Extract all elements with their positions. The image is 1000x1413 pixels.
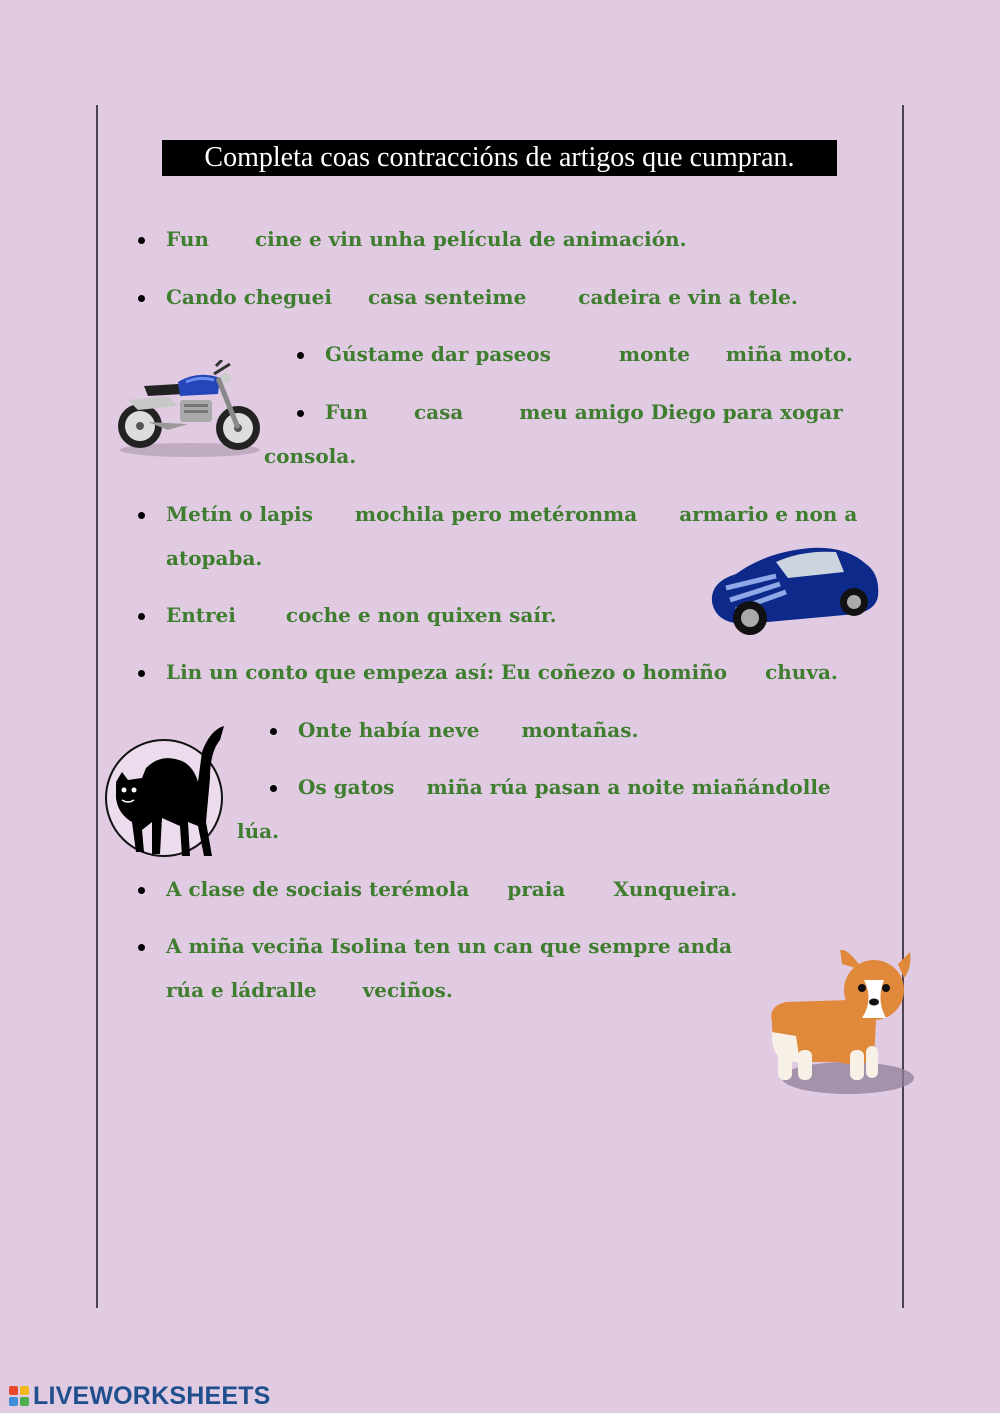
brand-footer xyxy=(8,1382,271,1410)
bullet xyxy=(138,670,145,677)
bullet xyxy=(270,785,277,792)
motorcycle-icon xyxy=(108,360,268,460)
car-icon xyxy=(706,544,882,642)
list-item: Cando cheguei casa senteime cadeira e vin a tele. xyxy=(166,285,798,309)
bullet xyxy=(138,237,145,244)
list-item-continuation: rúa e ládralle veciños. xyxy=(166,978,453,1002)
bullet xyxy=(270,728,277,735)
list-item-continuation: lúa. xyxy=(237,819,280,843)
bullet xyxy=(138,295,145,302)
list-item: Fun casa meu amigo Diego para xogar xyxy=(325,400,843,424)
dog-icon xyxy=(758,950,918,1100)
list-item: Lin un conto que empeza así: Eu coñezo o homiño chuva. xyxy=(166,660,838,684)
right-margin-line xyxy=(902,105,904,1308)
list-item: Onte había neve montañas. xyxy=(298,718,639,742)
liveworksheets-logo-icon xyxy=(8,1385,30,1407)
left-margin-line xyxy=(96,105,98,1308)
bullet xyxy=(138,944,145,951)
list-item: A clase de sociais terémola praia Xunqueira. xyxy=(166,877,738,901)
cat-icon xyxy=(102,722,228,862)
brand-name: LIVEWORKSHEETS xyxy=(33,1381,271,1410)
bullet xyxy=(138,512,145,519)
list-item: Os gatos miña rúa pasan a noite miañándolle xyxy=(298,775,831,799)
page-title: Completa coas contraccións de artigos que cumpran. xyxy=(162,140,837,176)
list-item: Entrei coche e non quixen saír. xyxy=(166,603,557,627)
bullet xyxy=(297,352,304,359)
bullet xyxy=(138,887,145,894)
list-item-continuation: consola. xyxy=(264,444,357,468)
list-item: Fun cine e vin unha película de animación. xyxy=(166,227,687,251)
bullet xyxy=(138,613,145,620)
list-item: A miña veciña Isolina ten un can que sempre anda xyxy=(166,934,733,958)
list-item: Metín o lapis mochila pero metéronma armario e non a xyxy=(166,502,858,526)
bullet xyxy=(297,410,304,417)
list-item-continuation: atopaba. xyxy=(166,546,263,570)
list-item: Gústame dar paseos monte miña moto. xyxy=(325,342,853,366)
